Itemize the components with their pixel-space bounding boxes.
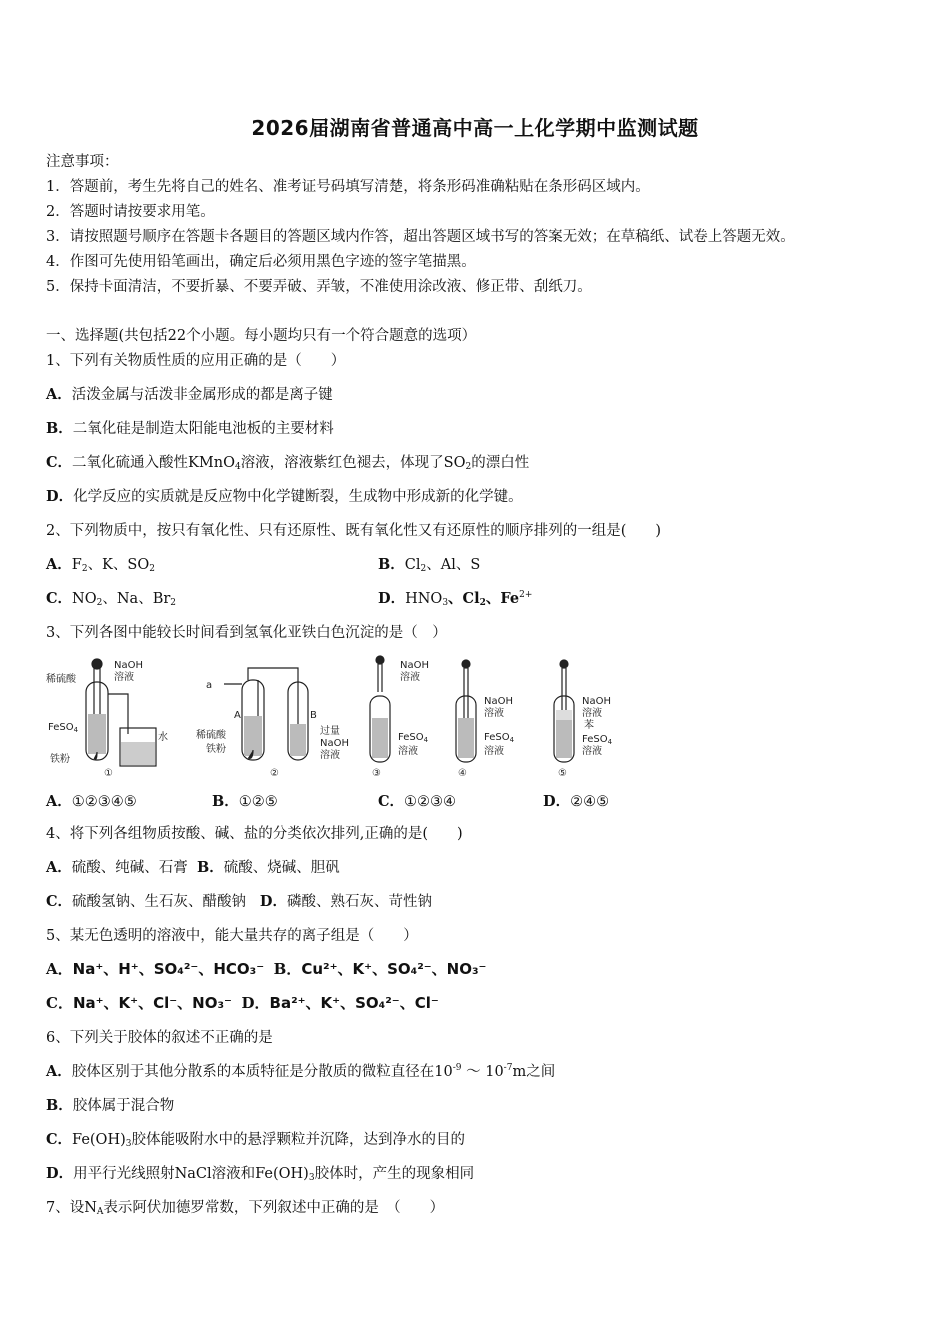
q2-option-c: C．$NO_2$、Na、$Br_2$ xyxy=(46,590,177,608)
bulb-5 xyxy=(560,660,568,668)
label-num-2: ② xyxy=(270,768,279,779)
q3-option-a: A．①②③④⑤ xyxy=(46,793,137,810)
apparatus-1 xyxy=(46,659,168,779)
q4-options-ab: A．硫酸、纯碱、石膏 B．硫酸、烧碱、胆矾 xyxy=(46,859,340,876)
q1-option-b: B．二氧化硅是制造太阳能电池板的主要材料 xyxy=(46,420,334,437)
q6-option-a: A．胶体区别于其他分散系的本质特征是分散质的微粒直径在$10^{-9}$ ～ $10^{-7}m$之间 xyxy=(46,1063,556,1080)
notice-item-4: 4．作图可先使用铅笔画出，确定后必须用黑色字迹的签字笔描黑。 xyxy=(46,254,476,270)
label-a: a xyxy=(206,680,213,691)
label-feso4-3: FeSO$_4$ xyxy=(398,732,429,744)
label-rongye-5a: 溶液 xyxy=(582,708,602,719)
q6-option-c: C．$Fe(OH)_3$胶体能吸附水中的悬浮颗粒并沉降，达到净水的目的 xyxy=(46,1131,465,1149)
q5-options-ab: A．Na⁺、H⁺、SO₄²⁻、HCO₃⁻ B．Cu²⁺、K⁺、SO₄²⁻、NO₃⁻ xyxy=(46,960,487,978)
notice-item-2: 2．答题时请按要求用笔。 xyxy=(46,204,215,220)
q3-option-d: D．②④⑤ xyxy=(543,793,610,810)
label-num-4: ④ xyxy=(458,768,467,779)
q3-option-c: C．①②③④ xyxy=(378,793,457,810)
q3-apparatus-figure xyxy=(44,654,624,780)
label-tiefen-1: 铁粉 xyxy=(50,754,70,765)
label-xisuan-2: 稀硫酸 xyxy=(196,730,226,741)
notice-heading: 注意事项： xyxy=(46,154,119,170)
label-rongye-3b: 溶液 xyxy=(398,746,418,757)
label-num-5: ⑤ xyxy=(558,768,567,779)
label-xisuan-1: 稀硫酸 xyxy=(46,674,76,685)
q3-option-b: B．①②⑤ xyxy=(212,793,278,810)
label-naoh-1: NaOH xyxy=(114,660,143,671)
liquid-5 xyxy=(556,720,572,758)
q4-stem: 4、将下列各组物质按酸、碱、盐的分类依次排列,正确的是( ) xyxy=(46,826,463,842)
bulb-4 xyxy=(462,660,470,668)
label-A: A xyxy=(234,710,241,721)
water-1 xyxy=(121,742,155,765)
label-feso4-1: FeSO$_4$ xyxy=(48,722,79,734)
label-feso4-5: FeSO$_4$ xyxy=(582,734,613,746)
label-rongye-5b: 溶液 xyxy=(582,746,602,757)
q3-stem: 3、下列各图中能较长时间看到氢氧化亚铁白色沉淀的是（ ） xyxy=(46,625,447,641)
label-tiefen-2: 铁粉 xyxy=(206,744,226,755)
label-naoh-2: NaOH xyxy=(320,738,349,749)
q5-stem: 5、某无色透明的溶液中，能大量共存的离子组是（ ） xyxy=(46,928,418,944)
q6-option-d: D．用平行光线照射NaCl溶液和$Fe(OH)_3$胶体时，产生的现象相同 xyxy=(46,1165,475,1183)
label-B: B xyxy=(310,710,317,721)
bulb-1 xyxy=(92,659,102,669)
liquid-2b xyxy=(290,724,306,756)
label-ben: 苯 xyxy=(584,720,594,731)
section-heading: 一、选择题(共包括22个小题。每小题均只有一个符合题意的选项） xyxy=(46,328,477,344)
page-title: 2026届湖南省普通高中高一上化学期中监测试题 xyxy=(251,116,699,140)
apparatus-2 xyxy=(196,668,349,779)
liquid-4 xyxy=(458,718,474,758)
q4-options-cd: C．硫酸氢钠、生石灰、醋酸钠 D．磷酸、熟石灰、苛性钠 xyxy=(46,893,432,910)
apparatus-4 xyxy=(456,660,515,779)
apparatus-3 xyxy=(370,656,429,779)
label-rongye-3a: 溶液 xyxy=(400,672,420,683)
q1-option-c: C．二氧化硫通入酸性KMnO$_4$溶液，溶液紫红色褪去，体现了$SO_2$的漂白性 xyxy=(46,454,530,472)
q1-option-d: D．化学反应的实质就是反应物中化学键断裂，生成物中形成新的化学键。 xyxy=(46,488,523,505)
liquid-1 xyxy=(88,714,106,754)
label-water-1: 水 xyxy=(158,732,168,743)
label-rongye-1: 溶液 xyxy=(114,672,134,683)
liquid-3 xyxy=(372,718,388,758)
apparatus-5 xyxy=(554,660,613,779)
label-num-3: ③ xyxy=(372,768,381,779)
label-rongye-2: 溶液 xyxy=(320,750,340,761)
benzene-layer-5 xyxy=(556,710,572,720)
q1-option-a: A．活泼金属与活泼非金属形成的都是离子键 xyxy=(46,386,333,403)
q2-option-b: B．$Cl_2$、Al、S xyxy=(378,556,481,574)
bulb-3 xyxy=(376,656,384,664)
label-naoh-4: NaOH xyxy=(484,696,513,707)
label-feso4-4: FeSO$_4$ xyxy=(484,732,515,744)
q2-option-a: A．$F_2$、K、$SO_2$ xyxy=(46,556,155,574)
q7-stem: 7、设$N_A$表示阿伏加德罗常数，下列叙述中正确的是 （ ） xyxy=(46,1200,445,1217)
notice-item-3: 3．请按照题号顺序在答题卡各题目的答题区域内作答，超出答题区域书写的答案无效；在草稿纸、试卷上答题无效。 xyxy=(46,229,795,245)
q2-stem: 2、下列物质中，按只有氧化性、只有还原性、既有氧化性又有还原性的顺序排列的一组是( ) xyxy=(46,523,662,539)
q1-stem: 1、下列有关物质性质的应用正确的是（ ） xyxy=(46,353,346,369)
label-naoh-5: NaOH xyxy=(582,696,611,707)
apparatus-diagram xyxy=(44,654,624,780)
q6-stem: 6、下列关于胶体的叙述不正确的是 xyxy=(46,1030,273,1046)
label-naoh-3: NaOH xyxy=(400,660,429,671)
q5-options-cd: C．Na⁺、K⁺、Cl⁻、NO₃⁻ D．Ba²⁺、K⁺、SO₄²⁻、Cl⁻ xyxy=(46,994,439,1012)
q2-option-d: D．$HNO_3$、$Cl_2$、$Fe^{2+}$ xyxy=(378,590,533,608)
notice-item-5: 5．保持卡面清洁，不要折暴、不要弄破、弄皱，不准使用涂改液、修正带、刮纸刀。 xyxy=(46,279,592,295)
label-guoliang: 过量 xyxy=(320,726,340,737)
label-num-1: ① xyxy=(104,768,113,779)
label-rongye-4a: 溶液 xyxy=(484,708,504,719)
notice-item-1: 1．答题前，考生先将自己的姓名、准考证号码填写清楚，将条形码准确粘贴在条形码区域内。 xyxy=(46,179,650,195)
label-rongye-4b: 溶液 xyxy=(484,746,504,757)
q6-option-b: B．胶体属于混合物 xyxy=(46,1097,175,1114)
